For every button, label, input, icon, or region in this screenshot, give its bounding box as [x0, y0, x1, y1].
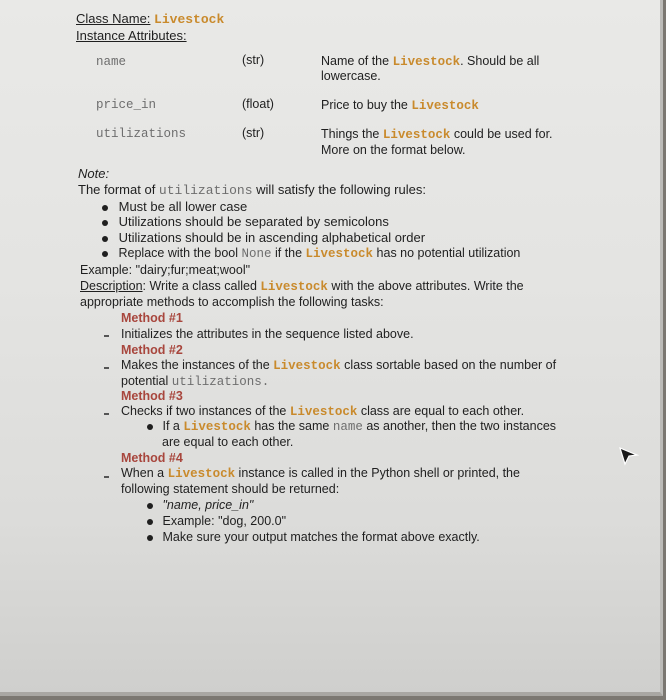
attr-desc: [321, 54, 539, 69]
bullet-icon: [147, 519, 153, 525]
rule-text: if the: [271, 246, 306, 260]
attr-desc-keyword: Livestock: [392, 55, 461, 69]
attr-desc-text: Things the: [321, 127, 383, 141]
dash-icon: [104, 335, 109, 337]
dash-icon: [104, 476, 109, 478]
attr-desc-text: Price to buy the: [321, 98, 412, 112]
description-keyword: Livestock: [260, 280, 328, 294]
bullet-icon: [102, 236, 108, 242]
class-name-label: Class Name:: [76, 11, 151, 26]
method-text: as another, then the two instances: [362, 419, 557, 433]
dash-icon: [104, 367, 109, 369]
bullet-icon: [147, 535, 153, 541]
method-4-bullet: [147, 498, 253, 512]
attr-desc-text: Name of the: [321, 54, 393, 68]
attr-desc-text: . Should be all: [460, 54, 540, 68]
attr-desc-line2: More on the format below.: [321, 143, 466, 157]
method-text: Checks if two instances of the: [121, 404, 290, 418]
rule-text: Replace with the bool: [118, 246, 242, 260]
method-keyword: Livestock: [273, 359, 341, 373]
rule-item: [102, 199, 247, 214]
note-label: Note:: [78, 166, 110, 181]
rule-text: Utilizations should be in ascending alphabetical order: [118, 230, 426, 245]
method-4-title: Method #4: [121, 451, 183, 465]
method-text: has the same: [250, 419, 333, 433]
bullet-icon: [102, 251, 108, 257]
attr-type: (str): [242, 53, 265, 67]
bullet-icon: [102, 220, 108, 226]
method-2-text: [121, 358, 556, 373]
method-4-bullet: [147, 514, 286, 528]
description-label: Description: [80, 279, 143, 293]
method-keyword: name: [332, 420, 363, 434]
method-text: If a: [162, 419, 184, 433]
attr-type: (float): [242, 97, 274, 111]
rule-keyword: Livestock: [305, 247, 374, 261]
rule-text: has no potential utilization: [373, 246, 521, 260]
attr-desc-text: could be used for.: [450, 127, 553, 141]
rule-item: [102, 230, 425, 245]
rule-text: Utilizations should be separated by semicolons: [118, 214, 389, 229]
rule-text: Must be all lower case: [118, 199, 248, 214]
description-text: : Write a class called: [142, 279, 261, 293]
attr-desc: [321, 98, 479, 113]
attr-desc-line2: lowercase.: [321, 69, 381, 83]
method-4-line2: following statement should be returned:: [121, 482, 340, 496]
example-text: Example: "dairy;fur;meat;wool": [80, 263, 251, 277]
method-3-text: [121, 404, 524, 419]
method-3-bullet-line2: are equal to each other.: [162, 435, 294, 449]
method-keyword: utilizations.: [171, 375, 270, 389]
instance-attributes-label: Instance Attributes:: [76, 28, 187, 43]
method-keyword: Livestock: [183, 420, 251, 434]
method-text: potential: [121, 374, 172, 388]
attr-name: name: [96, 55, 127, 69]
method-3-bullet: [147, 419, 556, 434]
method-text: Makes the instances of the: [121, 358, 274, 372]
rule-item: [102, 214, 389, 229]
attr-desc-keyword: Livestock: [382, 128, 451, 142]
bullet-icon: [102, 205, 108, 211]
method-1-title: Method #1: [121, 311, 183, 325]
description-line1: [80, 279, 524, 294]
method-text: When a: [121, 466, 168, 480]
method-4-bullet: [147, 530, 480, 544]
method-text: class sortable based on the number of: [340, 358, 557, 372]
note-intro-keyword: utilizations: [158, 183, 253, 198]
bullet-icon: [147, 503, 153, 509]
method-2-line2: [121, 374, 269, 389]
method-keyword: Livestock: [289, 405, 358, 419]
method-bullet-text: Example: "dog, 200.0": [162, 514, 287, 528]
method-text: class are equal to each other.: [357, 404, 525, 418]
attr-name: utilizations: [96, 127, 187, 141]
description-line2: appropriate methods to accomplish the following tasks:: [80, 295, 384, 309]
attr-desc-keyword: Livestock: [411, 99, 479, 113]
mouse-cursor-icon: [618, 446, 640, 466]
bullet-icon: [147, 424, 153, 430]
attr-desc: [321, 127, 553, 142]
method-3-title: Method #3: [121, 389, 183, 403]
method-1-text: Initializes the attributes in the sequence listed above.: [121, 327, 414, 341]
dash-icon: [104, 413, 109, 415]
note-intro: [78, 182, 426, 198]
description-text: with the above attributes. Write the: [327, 279, 524, 293]
rule-keyword: None: [241, 247, 272, 261]
method-bullet-text: "name, price_in": [162, 498, 254, 512]
method-4-text: [121, 466, 520, 481]
note-intro-text: The format of: [78, 182, 159, 197]
method-keyword: Livestock: [167, 467, 236, 481]
note-intro-text: will satisfy the following rules:: [252, 182, 426, 197]
class-name-value: Livestock: [154, 12, 225, 27]
attr-name: price_in: [96, 98, 157, 112]
attr-type: (str): [242, 126, 265, 140]
method-text: instance is called in the Python shell or printed, the: [235, 466, 520, 480]
rule-item: [102, 246, 520, 261]
class-name-line: [76, 11, 224, 27]
method-bullet-text: Make sure your output matches the format above exactly.: [162, 530, 480, 544]
method-2-title: Method #2: [121, 343, 183, 357]
